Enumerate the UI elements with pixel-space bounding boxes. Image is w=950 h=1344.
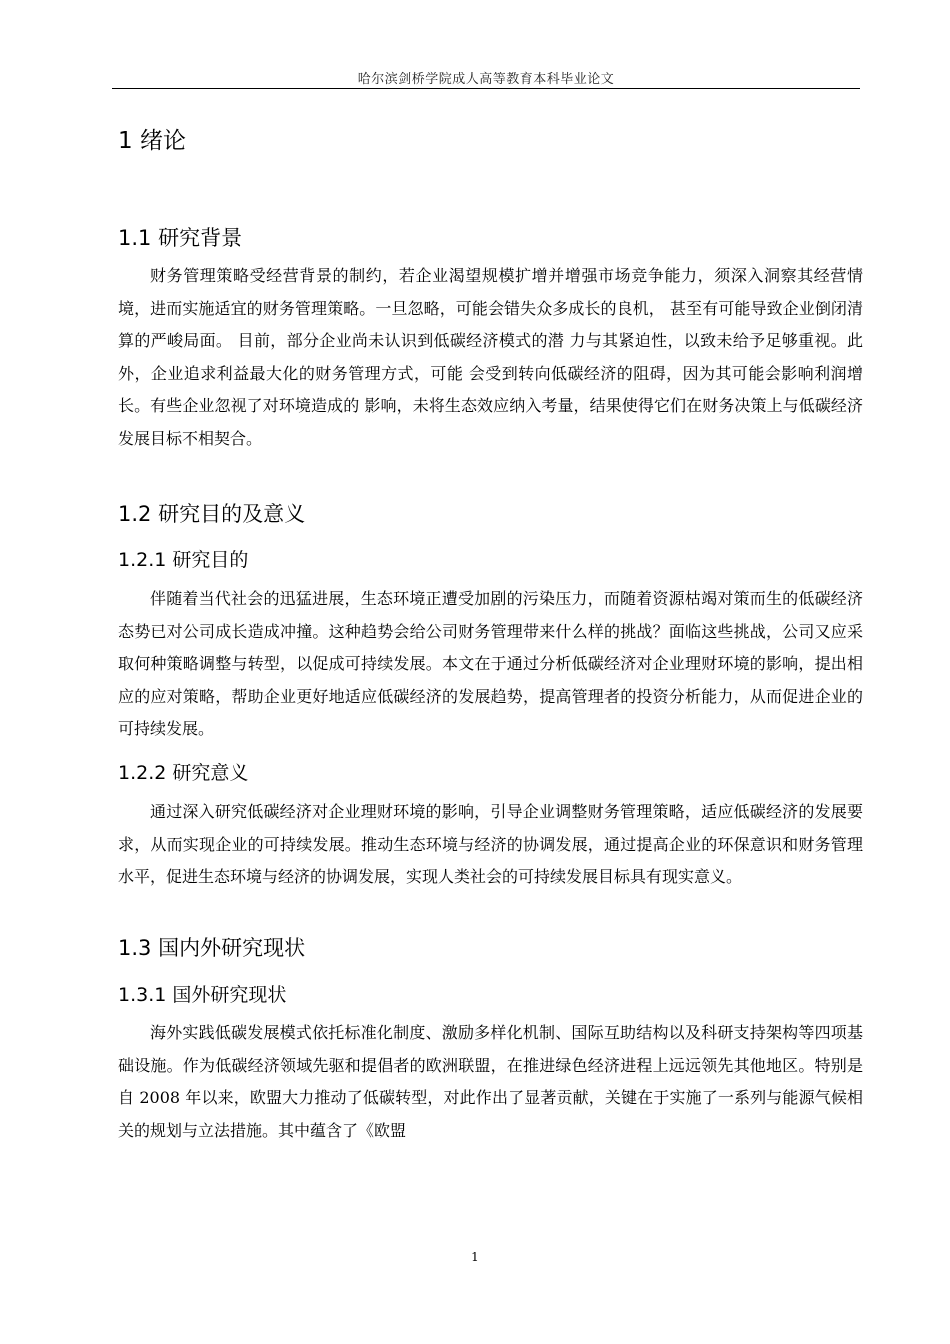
section-heading-1-2: 1.2 研究目的及意义 xyxy=(118,502,306,526)
running-header: 哈尔滨剑桥学院成人高等教育本科毕业论文 xyxy=(357,72,615,87)
paragraph-research-significance: 通过深入研究低碳经济对企业理财环境的影响，引导企业调整财务管理策略，适应低碳经济的发展要求，从而实现企业的可持续发展。推动生态环境与经济的协调发展，通过提高企业的环保意识和财务管理水平，促进生态环境与经济的协调发展，实现人类社会的可持续发展目标具有现实意义。 xyxy=(118,802,863,886)
chapter-title: 1 绪论 xyxy=(118,128,186,154)
header-rule xyxy=(112,88,860,89)
paragraph-research-background: 财务管理策略受经营背景的制约，若企业渴望规模扩增并增强市场竞争能力，须深入洞察其经营情境，进而实施适宜的财务管理策略。一旦忽略，可能会错失众多成长的良机， 甚至有可能导致企业倒闭清算的严峻局面。 目前，部分企业尚未认识到低碳经济模式的潜 力与其紧迫性，以致未给予足够重视。此外，企业追求利益最大化的财务管理方式，可能 会受到转向低碳经济的阻碍，因为其可能会影响利润增长。有些企业忽视了对环境造成的 影响，未将生态效应纳入考量，结果使得它们在财务决策上与低碳经济发展目标不相契合。 xyxy=(118,266,863,448)
section-heading-1-3-1: 1.3.1 国外研究现状 xyxy=(118,984,287,1006)
section-heading-1-2-1: 1.2.1 研究目的 xyxy=(118,549,249,571)
section-heading-1-3: 1.3 国内外研究现状 xyxy=(118,936,306,960)
paragraph-research-purpose: 伴随着当代社会的迅猛进展，生态环境正遭受加剧的污染压力，而随着资源枯竭对策而生的低碳经济态势已对公司成长造成冲撞。这种趋势会给公司财务管理带来什么样的挑战？面临这些挑战，公司又应采取何种策略调整与转型，以促成可持续发展。本文在于通过分析低碳经济对企业理财环境的影响，提出相应的应对策略，帮助企业更好地适应低碳经济的发展趋势，提高管理者的投资分析能力，从而促进企业的可持续发展。 xyxy=(118,589,863,738)
paragraph-foreign-research: 海外实践低碳发展模式依托标准化制度、激励多样化机制、国际互助结构以及科研支持架构等四项基础设施。作为低碳经济领域先驱和提倡者的欧洲联盟，在推进绿色经济进程上远远领先其他地区。特别是自 2008 年以来，欧盟大力推动了低碳转型，对此作出了显著贡献，关键在于实施了一系列与能源气候相关的规划与立法措施。其中蕴含了《欧盟 xyxy=(118,1023,863,1140)
section-heading-1-1: 1.1 研究背景 xyxy=(118,226,243,250)
section-heading-1-2-2: 1.2.2 研究意义 xyxy=(118,762,249,784)
page-number: 1 xyxy=(471,1250,479,1264)
